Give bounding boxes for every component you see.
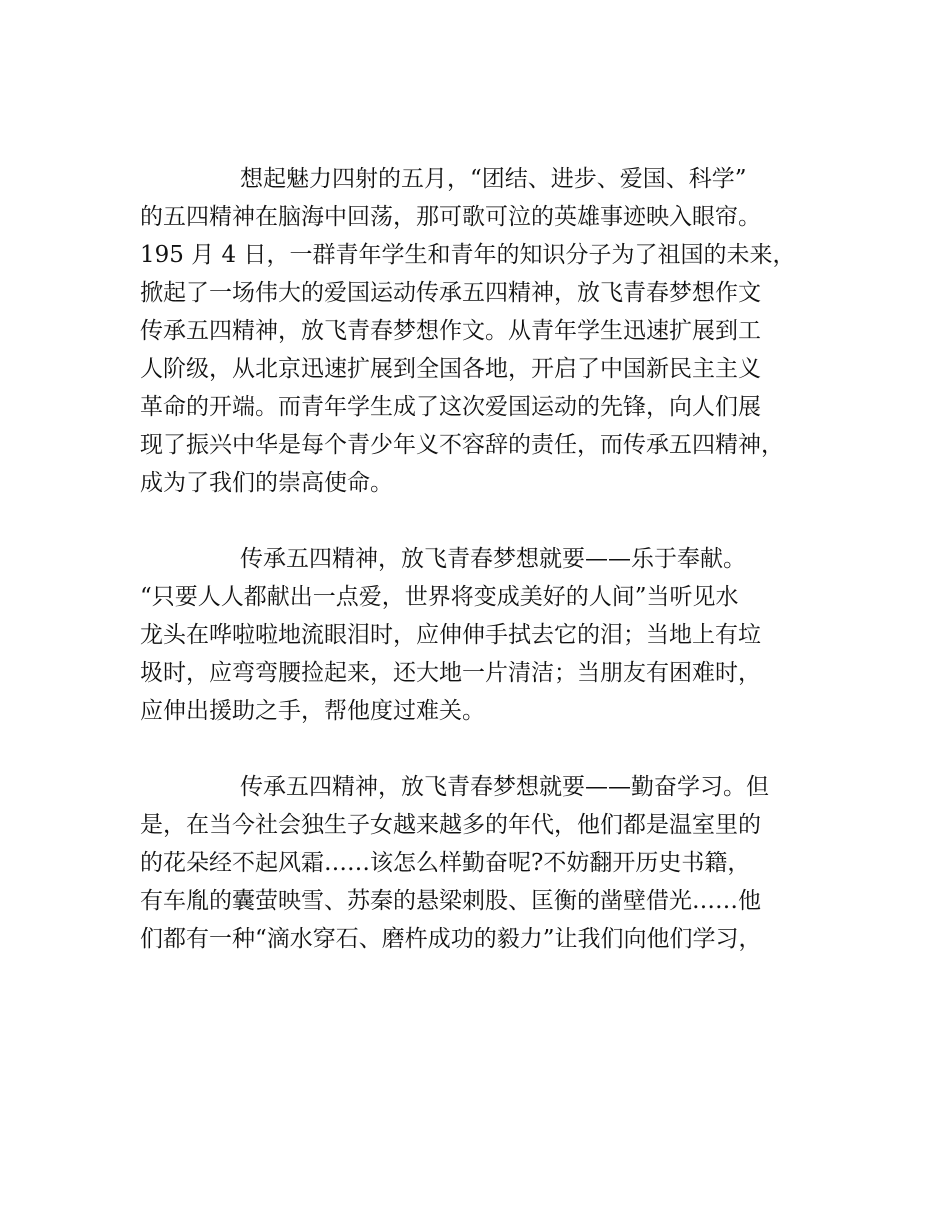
text-line: 成为了我们的崇高使命。 (140, 470, 393, 496)
text-line: 传承五四精神，放飞青春梦想就要——勤奋学习。但 (240, 774, 769, 800)
text-line: 传承五四精神，放飞青春梦想作文。从青年学生迅速扩展到工 (140, 318, 761, 344)
text-line: 龙头在哗啦啦地流眼泪时，应伸伸手拭去它的泪；当地上有垃 (140, 622, 761, 648)
document-body (140, 160, 830, 958)
text-line: 现了振兴中华是每个青少年义不容辞的责任，而传承五四精神， (140, 432, 784, 458)
text-line: 有车胤的囊萤映雪、苏秦的悬梁刺股、匡衡的凿壁借光……他 (140, 888, 761, 914)
text-line: 们都有一种“滴水穿石、磨杵成功的毅力”让我们向他们学习， (140, 926, 762, 952)
text-line: 圾时，应弯弯腰捡起来，还大地一片清洁；当朋友有困难时， (140, 660, 761, 686)
text-line: 是，在当今社会独生子女越来越多的年代，他们都是温室里的 (140, 812, 761, 838)
text-line: 的花朵经不起风霜……该怎么样勤奋呢?不妨翻开历史书籍， (140, 850, 751, 876)
text-line: 人阶级，从北京迅速扩展到全国各地，开启了中国新民主主义 (140, 356, 761, 382)
paragraph-may-fourth-spirit (140, 160, 830, 502)
text-line: 革命的开端。而青年学生成了这次爱国运动的先锋，向人们展 (140, 394, 761, 420)
paragraph-diligent-study (140, 768, 830, 958)
text-line: 想起魅力四射的五月，“团结、进步、爱国、科学” (240, 166, 747, 192)
paragraph-dedication (140, 540, 830, 730)
text-line: 掀起了一场伟大的爱国运动传承五四精神，放飞青春梦想作文 (140, 280, 761, 306)
text-line: 传承五四精神，放飞青春梦想就要——乐于奉献。 (240, 546, 746, 572)
text-line: “只要人人都献出一点爱，世界将变成美好的人间”当听见水 (140, 584, 739, 610)
text-line: 应伸出援助之手，帮他度过难关。 (140, 698, 485, 724)
text-line: 的五四精神在脑海中回荡，那可歌可泣的英雄事迹映入眼帘。 (140, 204, 761, 230)
text-line: 195 月 4 日，一群青年学生和青年的知识分子为了祖国的未来， (140, 242, 796, 268)
